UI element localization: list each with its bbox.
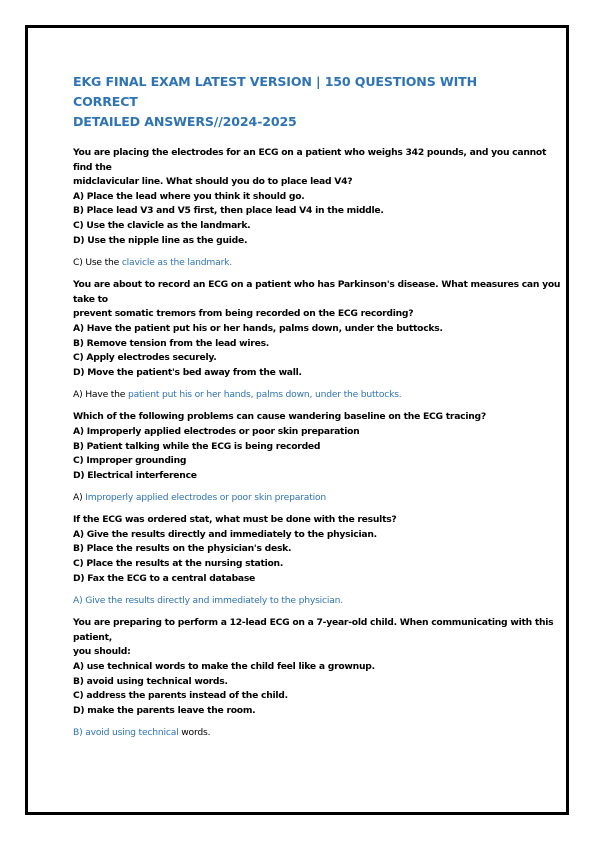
question-line: C) Improper grounding — [73, 455, 187, 467]
question-line: A) Place the lead where you think it should go. — [73, 190, 305, 202]
question-line: prevent somatic tremors from being recorded on the ECG recording? — [73, 308, 414, 320]
question-line: find the — [73, 161, 112, 173]
question-line: A) Have the patient put his or her hands, palms down, under the buttocks. — [73, 322, 443, 334]
answer-prefix: A) — [73, 492, 86, 504]
answer-highlight: clavicle as the landmark. — [121, 257, 232, 269]
question-line: C) Use the clavicle as the landmark. — [73, 219, 251, 231]
question-line: C) Apply electrodes securely. — [73, 352, 217, 364]
answer-highlight: B) avoid using technical — [73, 727, 179, 739]
answer-line — [73, 726, 528, 740]
answer-line — [73, 491, 528, 505]
question-block — [73, 513, 528, 608]
question-line: you should: — [73, 646, 131, 658]
question-line: patient, — [73, 631, 112, 643]
question-list — [73, 146, 561, 748]
question-line: B) Remove tension from the lead wires. — [73, 337, 270, 349]
answer-line — [73, 388, 528, 402]
question-line: D) Move the patient's bed away from the wall. — [73, 366, 302, 378]
question-line: A) Improperly applied electrodes or poor skin preparation — [73, 425, 360, 437]
question-text: If the ECG was ordered stat, what must be done with the results? — [73, 514, 397, 526]
question-line: D) make the parents leave the room. — [73, 704, 256, 716]
answer-line — [73, 594, 528, 608]
answer-highlight: Improperly applied electrodes or poor skin preparation — [85, 492, 326, 504]
question-text: You are placing the electrodes for an ECG on a patient who weighs 342 pounds, and you cannot — [73, 147, 547, 158]
answer-prefix: C) Use the — [73, 257, 122, 269]
question-block — [73, 278, 561, 402]
document-title — [73, 72, 543, 132]
question-line: B) Place lead V3 and V5 first, then place lead V4 in the middle. — [73, 205, 384, 217]
question-text: You are preparing to perform a 12-lead ECG on a 7-year-old child. When communicating with this — [73, 617, 554, 629]
answer-line — [73, 256, 528, 270]
question-line: D) Fax the ECG to a central database — [73, 572, 256, 584]
question-line: take to — [73, 293, 108, 305]
answer-highlight: patient put his or her hands, palms down, under the buttocks. — [127, 389, 402, 401]
answer-suffix: words. — [178, 727, 211, 739]
question-line: B) Patient talking while the ECG is being recorded — [73, 440, 321, 452]
question-line: A) use technical words to make the child feel like a grownup. — [73, 661, 375, 673]
question-block — [73, 410, 528, 505]
question-line: B) avoid using technical words. — [73, 675, 228, 687]
question-line: B) Place the results on the physician's desk. — [73, 543, 292, 555]
question-line: D) Use the nipple line as the guide. — [73, 234, 248, 246]
question-line: C) Place the results at the nursing station. — [73, 558, 284, 570]
title-line: DETAILED ANSWERS//2024-2025 — [73, 114, 297, 129]
question-text: You are about to record an ECG on a patient who has Parkinson's disease. What measures can you — [73, 279, 561, 291]
question-line: D) Electrical interference — [73, 469, 197, 481]
question-line: A) Give the results directly and immediately to the physician. — [73, 528, 377, 540]
question-block — [73, 146, 547, 270]
question-line: C) address the parents instead of the child. — [73, 690, 288, 702]
question-block — [73, 616, 554, 740]
answer-highlight: A) Give the results directly and immediately to the physician. — [73, 595, 343, 607]
question-text: Which of the following problems can cause wandering baseline on the ECG tracing? — [73, 411, 486, 423]
question-line: midclavicular line. What should you do to place lead V4? — [73, 176, 353, 188]
answer-prefix: A) Have the — [73, 389, 128, 401]
title-line: EKG FINAL EXAM LATEST VERSION | 150 QUESTIONS WITH CORRECT — [73, 74, 477, 109]
